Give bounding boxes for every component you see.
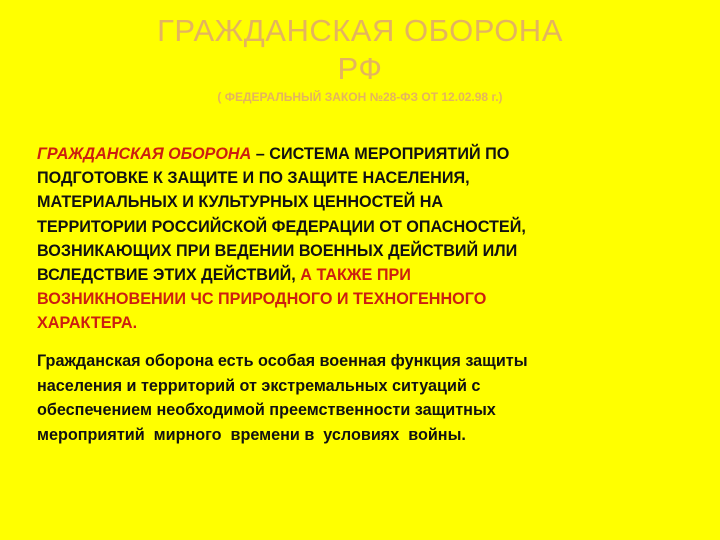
slide-title bbox=[0, 12, 720, 88]
definition-line-3: МАТЕРИАЛЬНЫХ И КУЛЬТУРНЫХ ЦЕННОСТЕЙ НА bbox=[37, 193, 444, 212]
definition-line-1 bbox=[37, 142, 697, 166]
definition-line-6-black: ВСЛЕДСТВИЕ ЭТИХ ДЕЙСТВИЙ, bbox=[37, 266, 301, 285]
definition-line-7: ВОЗНИКНОВЕНИИ ЧС ПРИРОДНОГО И ТЕХНОГЕННОГО bbox=[37, 290, 487, 309]
paragraph2-line-2: населения и территорий от экстремальных ситуаций с bbox=[37, 376, 481, 395]
defined-term: ГРАЖДАНСКАЯ ОБОРОНА bbox=[37, 145, 252, 163]
law-reference-subtitle: ( ФЕДЕРАЛЬНЫЙ ЗАКОН №28-ФЗ ОТ 12.02.98 г.) bbox=[217, 90, 503, 104]
paragraph2-line-3: обеспечением необходимой преемственности защитных bbox=[37, 401, 496, 419]
definition-line-6 bbox=[37, 263, 697, 287]
title-line-1: ГРАЖДАНСКАЯ ОБОРОНА bbox=[157, 13, 563, 48]
definition-line-2: ПОДГОТОВКЕ К ЗАЩИТЕ И ПО ЗАЩИТЕ НАСЕЛЕНИЯ, bbox=[37, 169, 470, 188]
definition-paragraph bbox=[37, 142, 697, 336]
definition-line-6-red: А ТАКЖЕ ПРИ bbox=[300, 266, 411, 285]
definition-line-4: ТЕРРИТОРИИ РОССИЙСКОЙ ФЕДЕРАЦИИ ОТ ОПАСНОСТЕЙ, bbox=[37, 217, 526, 236]
definition-line-8: ХАРАКТЕРА. bbox=[37, 314, 138, 333]
definition-line-1-rest: – СИСТЕМА МЕРОПРИЯТИЙ ПО bbox=[251, 145, 510, 163]
second-paragraph bbox=[37, 349, 697, 447]
definition-line-5: ВОЗНИКАЮЩИХ ПРИ ВЕДЕНИИ ВОЕННЫХ ДЕЙСТВИЙ ИЛИ bbox=[37, 241, 518, 260]
title-line-2: РФ bbox=[337, 51, 383, 86]
paragraph2-line-1: Гражданская оборона есть особая военная функция защиты bbox=[37, 352, 528, 370]
paragraph2-line-4: мероприятий мирного времени в условиях войны. bbox=[37, 425, 466, 444]
